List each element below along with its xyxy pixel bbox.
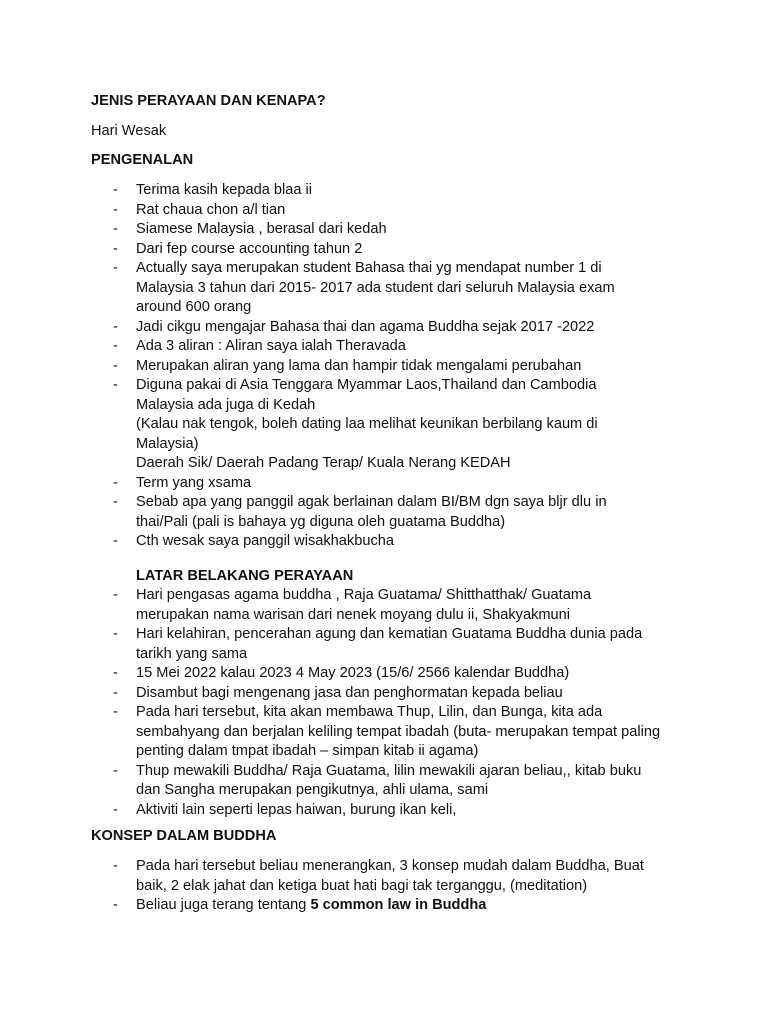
list-item [113, 201, 615, 221]
list-item-line: Malaysia) [136, 435, 199, 452]
document-title: JENIS PERAYAAN DAN KENAPA? [91, 93, 326, 109]
list-item-line: Cth wesak saya panggil wisakhakbucha [136, 533, 394, 549]
list-item-line: Pada hari tersebut beliau menerangkan, 3 konsep mudah dalam Buddha, Buat [136, 858, 644, 874]
bullet-dash: - [113, 494, 118, 510]
list-item-line: around 600 orang [136, 299, 252, 315]
list-item-line: Pada hari tersebut, kita akan membawa Thup, Lilin, dan Bunga, kita ada [136, 704, 603, 720]
bullet-dash: - [113, 897, 118, 913]
list-item-line: Thup mewakili Buddha/ Raja Guatama, lilin mewakili ajaran beliau,, kitab buku [136, 762, 642, 779]
document-subtitle: Hari Wesak [91, 123, 167, 139]
list-item-line: Aktiviti lain seperti lepas haiwan, burung ikan keli, [136, 801, 457, 818]
bullet-dash: - [113, 221, 118, 237]
list-item-line: Terima kasih kepada blaa ii [136, 182, 313, 198]
bullet-dash: - [113, 338, 118, 354]
list-item-line: Dari fep course accounting tahun 2 [136, 240, 363, 257]
bullet-dash: - [113, 587, 118, 603]
bullet-dash: - [113, 801, 118, 818]
list-item [113, 259, 615, 318]
list-item [113, 337, 615, 357]
bullet-dash: - [113, 318, 118, 335]
bullet-dash: - [113, 762, 118, 779]
list-item-line: tarikh yang sama [136, 645, 248, 662]
bullet-dash: - [113, 704, 118, 720]
list-item-line: 15 Mei 2022 kalau 2023 4 May 2023 (15/6/ 2566 kalendar Buddha) [136, 665, 570, 681]
list-item-line: (Kalau nak tengok, boleh dating laa melihat keunikan berbilang kaum di [136, 416, 598, 432]
list-item-line: Daerah Sik/ Daerah Padang Terap/ Kuala Nerang KEDAH [136, 455, 511, 471]
list-item-line: Rat chaua chon a/l tian [136, 201, 286, 218]
list-item-line: Hari pengasas agama buddha , Raja Guatama/ Shitthatthak/ Guatama [136, 587, 592, 603]
section-heading-pengenalan: PENGENALAN [91, 152, 194, 168]
bullet-dash: - [113, 665, 118, 681]
bullet-dash: - [113, 684, 118, 701]
bullet-dash: - [113, 357, 118, 374]
list-item [113, 625, 660, 664]
list-item-line: dan Sangha merupakan pengikutnya, ahli ulama, sami [136, 782, 489, 798]
list-item-line: Malaysia 3 tahun dari 2015- 2017 ada student dari seluruh Malaysia exam [136, 279, 615, 296]
list-item [113, 474, 615, 494]
list-item [113, 762, 660, 801]
section-list-konsep [113, 857, 644, 916]
list-item [113, 684, 660, 704]
bullet-dash: - [113, 533, 118, 549]
bullet-dash: - [113, 858, 118, 874]
list-item [113, 532, 615, 552]
list-item-line: sembahyang dan berjalan keliling tempat ibadah (buta- merupakan tempat paling [136, 723, 661, 740]
list-item-bold-text: 5 common law in Buddha [310, 897, 487, 913]
list-item-line: Term yang xsama [136, 474, 252, 491]
bullet-dash: - [113, 474, 118, 491]
bullet-dash: - [113, 182, 118, 198]
section-heading-latar-belakang: LATAR BELAKANG PERAYAAN [136, 568, 354, 584]
list-item [113, 318, 615, 338]
list-item-line: Actually saya merupakan student Bahasa thai yg mendapat number 1 di [136, 260, 602, 276]
list-item-line: Sebab apa yang panggil agak berlainan dalam BI/BM dgn saya bljr dlu in [136, 494, 607, 510]
section-heading-konsep: KONSEP DALAM BUDDHA [91, 828, 277, 844]
list-item-line [136, 896, 644, 916]
list-item [113, 376, 615, 474]
bullet-dash: - [113, 240, 118, 257]
list-item-text: Beliau juga terang tentang [136, 897, 311, 913]
list-item [113, 896, 644, 916]
list-item-line: Siamese Malaysia , berasal dari kedah [136, 221, 387, 237]
list-item-line: Hari kelahiran, pencerahan agung dan kematian Guatama Buddha dunia pada [136, 626, 643, 642]
list-item-line: penting dalam tmpat ibadah – simpan kitab ii agama) [136, 743, 479, 759]
list-item [113, 586, 660, 625]
list-item-line: Malaysia ada juga di Kedah [136, 396, 316, 413]
list-item [113, 801, 660, 821]
bullet-dash: - [113, 201, 118, 218]
list-item [113, 240, 615, 260]
list-item-line: Diguna pakai di Asia Tenggara Myammar Laos,Thailand dan Cambodia [136, 377, 597, 393]
bullet-dash: - [113, 260, 118, 276]
list-item-line: baik, 2 elak jahat dan ketiga buat hati bagi tak terganggu, (meditation) [136, 877, 588, 894]
list-item-line: Disambut bagi mengenang jasa dan penghormatan kepada beliau [136, 684, 563, 701]
bullet-dash: - [113, 377, 118, 393]
list-item [113, 220, 615, 240]
section-list-pengenalan [113, 181, 615, 552]
list-item [113, 357, 615, 377]
list-item-line: Merupakan aliran yang lama dan hampir tidak mengalami perubahan [136, 357, 582, 374]
list-item-line: merupakan nama warisan dari nenek moyang dulu ii, Shakyakmuni [136, 606, 570, 623]
section-list-latar-belakang [113, 586, 660, 820]
bullet-dash: - [113, 626, 118, 642]
list-item-line: thai/Pali (pali is bahaya yg diguna oleh guatama Buddha) [136, 513, 506, 530]
list-item [113, 181, 615, 201]
list-item-line: Ada 3 aliran : Aliran saya ialah Theravada [136, 338, 406, 354]
list-item [113, 857, 644, 896]
list-item-line: Jadi cikgu mengajar Bahasa thai dan agama Buddha sejak 2017 -2022 [136, 318, 595, 335]
list-item [113, 664, 660, 684]
list-item [113, 703, 660, 762]
list-item [113, 493, 615, 532]
